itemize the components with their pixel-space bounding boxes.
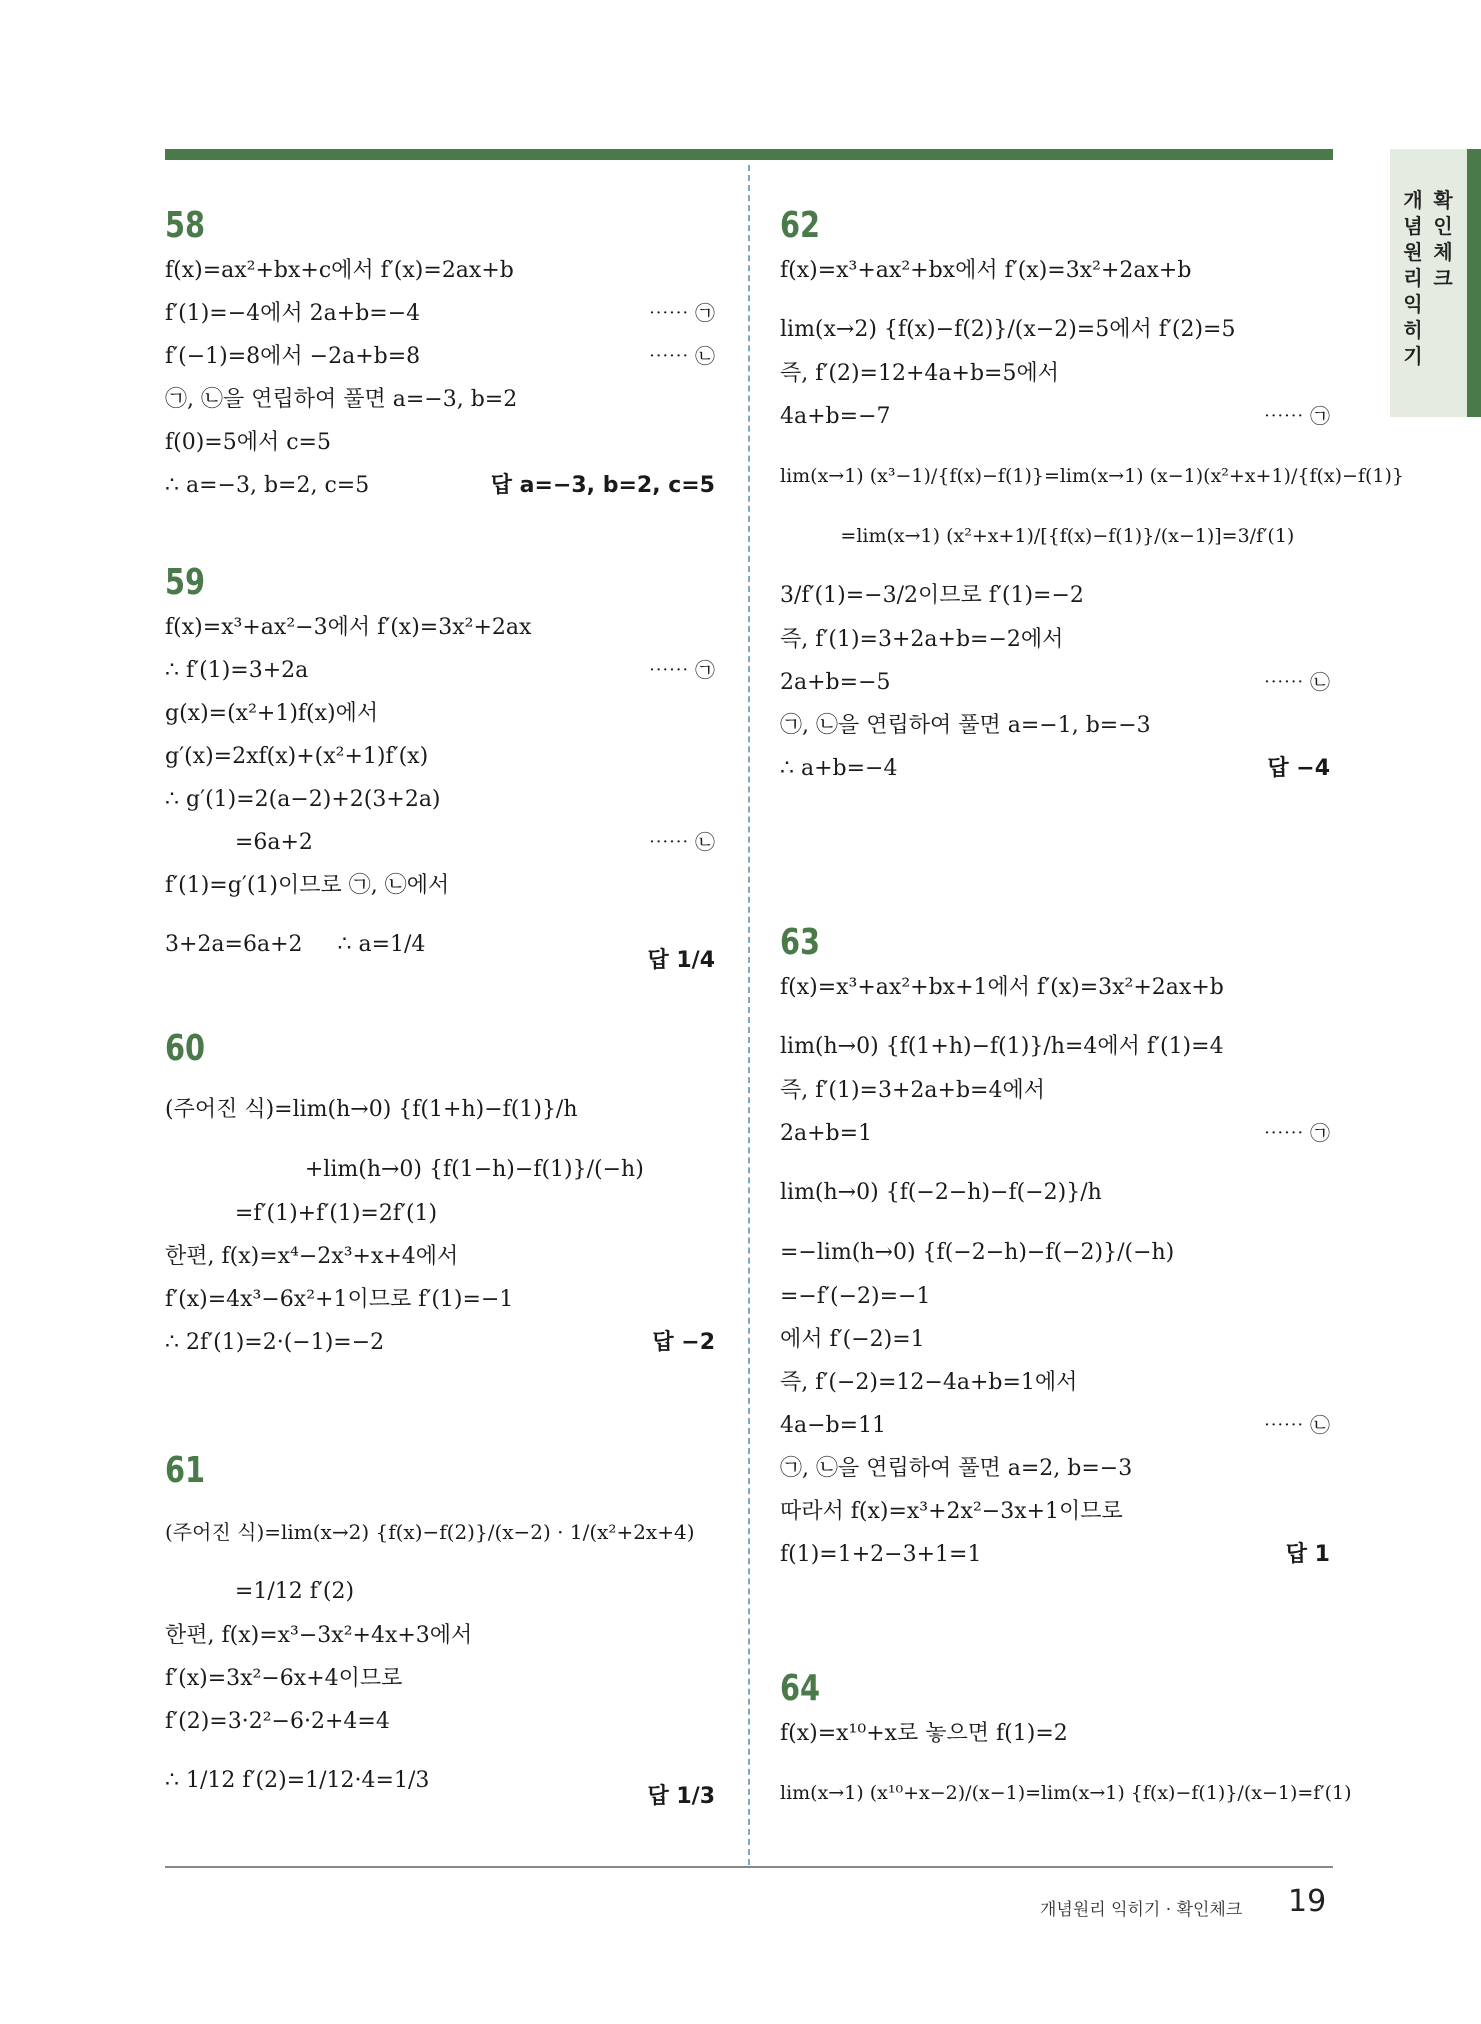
side-tab-accent xyxy=(1467,149,1481,417)
solution-line xyxy=(165,1562,715,1622)
footer-section-title: 개념원리 익히기 · 확인체크 xyxy=(1040,1900,1243,1920)
problem-63 xyxy=(780,922,1330,1584)
solution-line xyxy=(780,1498,1330,1541)
solution-line xyxy=(165,1080,715,1140)
line-text: f(x)=x³+ax²+bx+1에서 f′(x)=3x²+2ax+b xyxy=(780,975,1224,1000)
equation-marker: ⋯⋯ ㉠ xyxy=(1263,1121,1330,1145)
side-tab-title: 개념원리 익히기 xyxy=(1403,188,1423,368)
top-green-rule xyxy=(165,149,1333,160)
line-text: (주어진 식)=lim(x→2) {f(x)−f(2)}/(x−2) · 1/(x²+2x+4) xyxy=(165,1520,695,1544)
solution-line xyxy=(780,1763,1352,1823)
solution-line xyxy=(780,1720,1330,1763)
side-tab-subtitle: 확인체크 xyxy=(1433,188,1453,290)
solution-line xyxy=(780,626,1330,669)
line-text: f′(1)=g′(1)이므로 ㉠, ㉡에서 xyxy=(165,873,450,898)
solution-line xyxy=(165,1751,715,1811)
line-text: =6a+2 xyxy=(165,830,313,855)
answer-label: 답 a=−3, b=2, c=5 xyxy=(490,473,715,498)
line-text: g(x)=(x²+1)f(x)에서 xyxy=(165,701,379,726)
line-text: ∴ a+b=−4 xyxy=(780,756,898,781)
line-text: f(x)=x³+ax²−3에서 f′(x)=3x²+2ax xyxy=(165,615,532,640)
solution-line xyxy=(780,712,1330,755)
solution-line xyxy=(165,829,715,872)
line-text: 2a+b=1 xyxy=(780,1121,873,1146)
solution-line xyxy=(165,872,715,915)
line-text: =−f′(−2)=−1 xyxy=(780,1284,931,1309)
line-text: ㉠, ㉡을 연립하여 풀면 a=−1, b=−3 xyxy=(780,713,1151,738)
line-text: 4a−b=11 xyxy=(780,1413,887,1438)
line-text: lim(h→0) {f(−2−h)−f(−2)}/h xyxy=(780,1180,1102,1205)
solution-line xyxy=(780,506,1330,566)
line-text: ∴ a=−3, b=2, c=5 xyxy=(165,473,370,498)
solution-line xyxy=(780,566,1330,626)
problem-number: 64 xyxy=(780,1668,821,1709)
solution-line xyxy=(780,446,1404,506)
solution-line xyxy=(165,786,715,829)
solution-line xyxy=(780,669,1330,712)
equation-marker: ⋯⋯ ㉡ xyxy=(1263,670,1330,694)
line-text: 즉, f′(1)=3+2a+b=−2에서 xyxy=(780,627,1064,652)
equation-marker: ⋯⋯ ㉡ xyxy=(1263,1413,1330,1437)
solution-line xyxy=(780,1541,1330,1584)
solution-line xyxy=(780,1326,1330,1369)
line-text: 따라서 f(x)=x³+2x²−3x+1이므로 xyxy=(780,1499,1123,1524)
problem-number: 61 xyxy=(165,1450,206,1491)
solution-line xyxy=(165,1140,715,1200)
equation-marker: ⋯⋯ ㉠ xyxy=(648,658,715,682)
problem-64 xyxy=(780,1668,1352,1823)
line-text: 한편, f(x)=x⁴−2x³+x+4에서 xyxy=(165,1244,459,1269)
solution-line xyxy=(165,472,715,515)
solution-line xyxy=(165,915,715,975)
line-text: 4a+b=−7 xyxy=(780,404,891,429)
line-text: 에서 f′(−2)=1 xyxy=(780,1327,925,1352)
solution-line xyxy=(165,1665,715,1708)
line-text: ㉠, ㉡을 연립하여 풀면 a=−3, b=2 xyxy=(165,387,518,412)
solution-line xyxy=(780,300,1330,360)
line-text: ㉠, ㉡을 연립하여 풀면 a=2, b=−3 xyxy=(780,1456,1133,1481)
line-text: =1/12 f′(2) xyxy=(165,1579,355,1604)
solution-line xyxy=(165,743,715,786)
problem-number: 63 xyxy=(780,922,821,963)
column-divider xyxy=(748,165,750,1865)
solution-line xyxy=(165,1243,715,1286)
equation-marker: ⋯⋯ ㉠ xyxy=(1263,404,1330,428)
line-text: lim(x→1) (x³−1)/{f(x)−f(1)}=lim(x→1) (x−1)(x²+x+1)/{f(x)−f(1)} xyxy=(780,465,1404,487)
answer-label: 답 −4 xyxy=(1267,756,1330,781)
line-text: g′(x)=2xf(x)+(x²+1)f′(x) xyxy=(165,744,429,769)
solution-line xyxy=(780,1120,1330,1163)
solution-line xyxy=(165,657,715,700)
line-text: ∴ f′(1)=3+2a xyxy=(165,658,309,683)
line-text: 3/f′(1)=−3/2이므로 f′(1)=−2 xyxy=(780,583,1084,608)
line-text: 한편, f(x)=x³−3x²+4x+3에서 xyxy=(165,1623,473,1648)
solution-line xyxy=(780,1077,1330,1120)
line-text: f′(2)=3·2²−6·2+4=4 xyxy=(165,1709,390,1734)
line-text: f(x)=x¹⁰+x로 놓으면 f(1)=2 xyxy=(780,1721,1068,1746)
problem-60 xyxy=(165,1028,715,1372)
answer-label: 답 1/3 xyxy=(647,1784,715,1809)
line-text: f(x)=ax²+bx+c에서 f′(x)=2ax+b xyxy=(165,258,514,283)
line-text: ∴ g′(1)=2(a−2)+2(3+2a) xyxy=(165,787,441,812)
answer-label: 답 1 xyxy=(1285,1542,1330,1567)
page-number: 19 xyxy=(1288,1884,1327,1919)
equation-marker: ⋯⋯ ㉡ xyxy=(648,830,715,854)
line-text: lim(h→0) {f(1+h)−f(1)}/h=4에서 f′(1)=4 xyxy=(780,1034,1224,1059)
solution-line xyxy=(780,1412,1330,1455)
solution-line xyxy=(165,343,715,386)
answer-label: 답 −2 xyxy=(652,1330,715,1355)
line-text: f′(x)=3x²−6x+4이므로 xyxy=(165,1666,403,1691)
problem-number: 60 xyxy=(165,1028,206,1069)
line-text: f′(x)=4x³−6x²+1이므로 f′(1)=−1 xyxy=(165,1287,514,1312)
chapter-side-tab[interactable] xyxy=(1390,149,1481,417)
solution-line xyxy=(780,1283,1330,1326)
solution-line xyxy=(165,614,715,657)
answer-label: 답 1/4 xyxy=(647,948,715,973)
line-text: =−lim(h→0) {f(−2−h)−f(−2)}/(−h) xyxy=(780,1240,1175,1265)
solution-line xyxy=(780,1223,1330,1283)
line-text: 즉, f′(−2)=12−4a+b=1에서 xyxy=(780,1370,1078,1395)
line-text: +lim(h→0) {f(1−h)−f(1)}/(−h) xyxy=(165,1157,644,1182)
problem-62 xyxy=(780,205,1404,798)
solution-line xyxy=(165,1329,715,1372)
solution-line xyxy=(165,1286,715,1329)
solution-line xyxy=(780,1369,1330,1412)
line-text: =f′(1)+f′(1)=2f′(1) xyxy=(165,1201,438,1226)
line-text: 3+2a=6a+2 ∴ a=1/4 xyxy=(165,932,426,957)
line-text: f(1)=1+2−3+1=1 xyxy=(780,1542,982,1567)
solution-line xyxy=(165,300,715,343)
solution-line xyxy=(165,429,715,472)
line-text: f′(1)=−4에서 2a+b=−4 xyxy=(165,301,421,326)
solution-line xyxy=(165,1708,715,1751)
line-text: lim(x→2) {f(x)−f(2)}/(x−2)=5에서 f′(2)=5 xyxy=(780,317,1236,342)
line-text: 즉, f′(2)=12+4a+b=5에서 xyxy=(780,361,1059,386)
solution-line xyxy=(165,1622,715,1665)
solution-line xyxy=(780,1017,1330,1077)
problem-58 xyxy=(165,205,715,515)
solution-line xyxy=(780,360,1330,403)
problem-61 xyxy=(165,1450,715,1811)
solution-line xyxy=(165,386,715,429)
problem-number: 58 xyxy=(165,205,206,246)
line-text: (주어진 식)=lim(h→0) {f(1+h)−f(1)}/h xyxy=(165,1097,578,1122)
line-text: lim(x→1) (x¹⁰+x−2)/(x−1)=lim(x→1) {f(x)−f(1)}/(x−1)=f′(1) xyxy=(780,1782,1352,1804)
problem-number: 62 xyxy=(780,205,821,246)
solution-line xyxy=(165,257,715,300)
line-text: f(0)=5에서 c=5 xyxy=(165,430,331,455)
solution-line xyxy=(780,755,1330,798)
line-text: f′(−1)=8에서 −2a+b=8 xyxy=(165,344,421,369)
solution-line xyxy=(780,1163,1330,1223)
solution-line xyxy=(165,1502,715,1562)
line-text: f(x)=x³+ax²+bx에서 f′(x)=3x²+2ax+b xyxy=(780,258,1192,283)
equation-marker: ⋯⋯ ㉠ xyxy=(648,301,715,325)
problem-59 xyxy=(165,562,715,975)
line-text: ∴ 1/12 f′(2)=1/12·4=1/3 xyxy=(165,1768,430,1793)
solution-line xyxy=(780,1455,1330,1498)
line-text: =lim(x→1) (x²+x+1)/[{f(x)−f(1)}/(x−1)]=3/f′(1) xyxy=(780,525,1295,547)
solution-line xyxy=(780,974,1330,1017)
line-text: 즉, f′(1)=3+2a+b=4에서 xyxy=(780,1078,1045,1103)
equation-marker: ⋯⋯ ㉡ xyxy=(648,344,715,368)
solution-line xyxy=(780,403,1330,446)
line-text: ∴ 2f′(1)=2·(−1)=−2 xyxy=(165,1330,385,1355)
line-text: 2a+b=−5 xyxy=(780,670,891,695)
solution-line xyxy=(165,700,715,743)
solution-line xyxy=(780,257,1330,300)
solution-line xyxy=(165,1200,715,1243)
bottom-rule xyxy=(165,1866,1333,1868)
problem-number: 59 xyxy=(165,562,206,603)
